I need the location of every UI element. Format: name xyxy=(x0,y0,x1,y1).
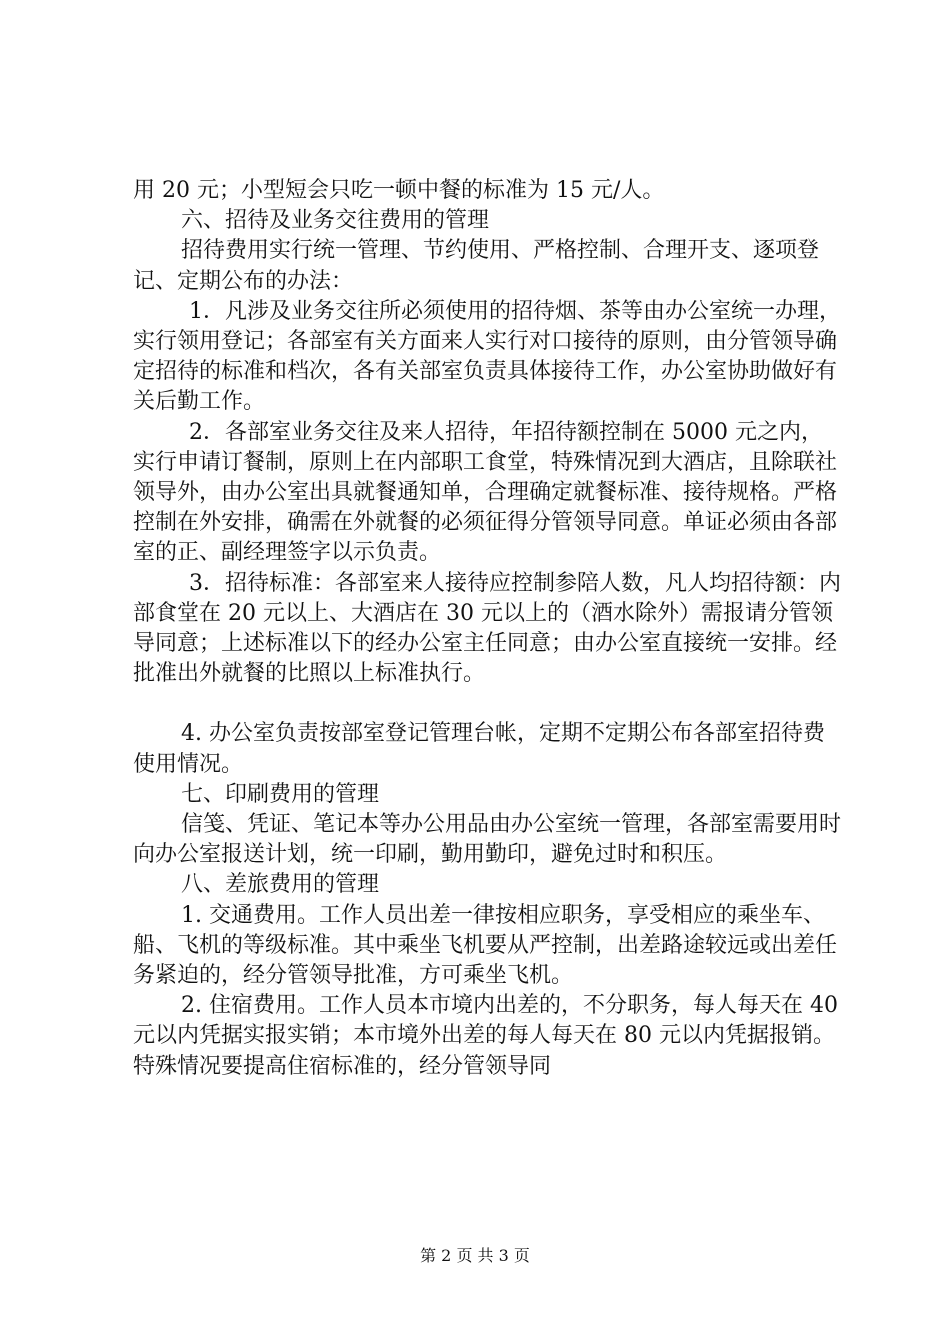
paragraph-item-2: 2．各部室业务交往及来人招待，年招待额控制在 5000 元之内，实行申请订餐制，原则上在内部职工食堂，特殊情况到大酒店，且除联社领导外，由办公室出具就餐通知单，合理确定就餐标准、接待规格。严格控制在外安排，确需在外就餐的必须征得分管领导同意。单证必须由各部室的正、副经理签字以示负责。 xyxy=(133,419,838,566)
heading-section-8: 八、差旅费用的管理 xyxy=(181,872,380,898)
heading-section-7: 七、印刷费用的管理 xyxy=(181,781,380,807)
paragraph-lodging-fees: 2. 住宿费用。工作人员本市境内出差的，不分职务，每人每天在 40 元以内凭据实报实销；本市境外出差的每人每天在 80 元以内凭据报销。特殊情况要提高住宿标准的，经分管领导同 xyxy=(133,993,838,1079)
paragraph-reception-policy: 招待费用实行统一管理、节约使用、严格控制、合理开支、逐项登记、定期公布的办法： xyxy=(133,238,820,294)
paragraph-gap xyxy=(133,689,841,719)
paragraph-meal-standard: 用 20 元；小型短会只吃一顿中餐的标准为 15 元/人。 xyxy=(133,178,665,203)
paragraph-printing-policy: 信笺、凭证、笔记本等办公用品由办公室统一管理，各部室需要用时向办公室报送计划，统一印刷，勤用勤印，避免过时和积压。 xyxy=(133,812,842,868)
paragraph-transport-fees: 1. 交通费用。工作人员出差一律按相应职务，享受相应的乘坐车、船、飞机的等级标准。其中乘坐飞机要从严控制，出差路途较远或出差任务紧迫的，经分管领导批准，方可乘坐飞机。 xyxy=(133,902,838,989)
paragraph-item-3: 3．招待标准：各部室来人接待应控制参陪人数，凡人均招待额：内部食堂在 20 元以上、大酒店在 30 元以上的（酒水除外）需报请分管领导同意；上述标准以下的经办公室主任同意；由办公室直接统一安排。经批准出外就餐的比照以上标准执行。 xyxy=(133,570,841,687)
paragraph-item-1: 1．凡涉及业务交往所必须使用的招待烟、茶等由办公室统一办理，实行领用登记；各部室有关方面来人实行对口接待的原则，由分管领导确定招待的标准和档次，各有关部室负责具体接待工作，办公室协助做好有关后勤工作。 xyxy=(133,298,841,415)
page-footer: 第 2 页 共 3 页 xyxy=(420,1246,530,1265)
paragraph-item-4: 4. 办公室负责按部室登记管理台帐，定期不定期公布各部室招待费使用情况。 xyxy=(133,721,825,777)
document-body xyxy=(133,176,841,1082)
heading-section-6: 六、招待及业务交往费用的管理 xyxy=(181,208,490,234)
